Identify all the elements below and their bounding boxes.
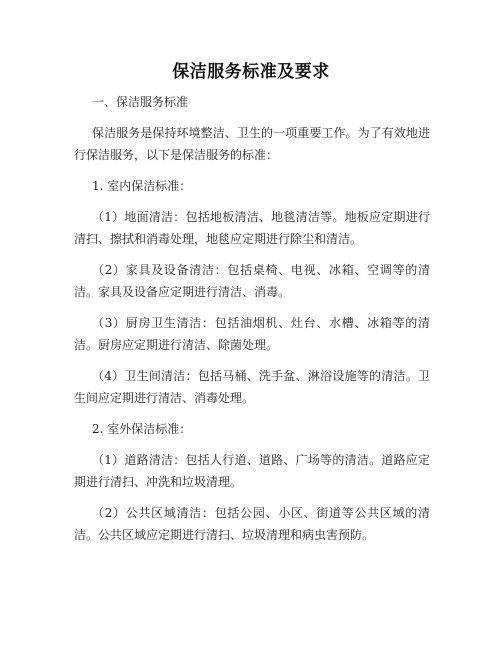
subsection-heading-indoor: 1. 室内保洁标准：: [92, 179, 192, 193]
paragraph-floor-cleaning: （1）地面清洁：包括地板清洁、地毯清洁等。地板应定期进行清扫、擦拭和消毒处理，地毯应定期进行除尘和清洁。: [74, 210, 430, 246]
paragraph-public-area-cleaning: （2）公共区域清洁：包括公园、小区、街道等公共区域的清洁。公共区域应定期进行清扫、垃圾清理和病虫害预防。: [74, 506, 430, 542]
subsection-heading-outdoor: 2. 室外保洁标准：: [92, 422, 192, 436]
paragraph-bathroom-cleaning: （4）卫生间清洁：包括马桶、洗手盆、淋浴设施等的清洁。卫生间应定期进行清洁、消毒处理。: [74, 369, 430, 405]
paragraph-kitchen-cleaning: （3）厨房卫生清洁：包括油烟机、灶台、水槽、冰箱等的清洁。厨房应定期进行清洁、除菌处理。: [74, 316, 430, 352]
document-title: 保洁服务标准及要求: [172, 62, 330, 82]
paragraph-furniture-cleaning: （2）家具及设备清洁：包括桌椅、电视、冰箱、空调等的清洁。家具及设备应定期进行清洁、消毒。: [74, 263, 430, 299]
paragraph-road-cleaning: （1）道路清洁：包括人行道、道路、广场等的清洁。道路应定期进行清扫、冲洗和垃圾清理。: [74, 453, 430, 489]
section-heading: 一、保洁服务标准: [92, 95, 189, 109]
intro-paragraph: 保洁服务是保持环境整洁、卫生的一项重要工作。为了有效地进行保洁服务，以下是保洁服务的标准：: [74, 126, 430, 162]
